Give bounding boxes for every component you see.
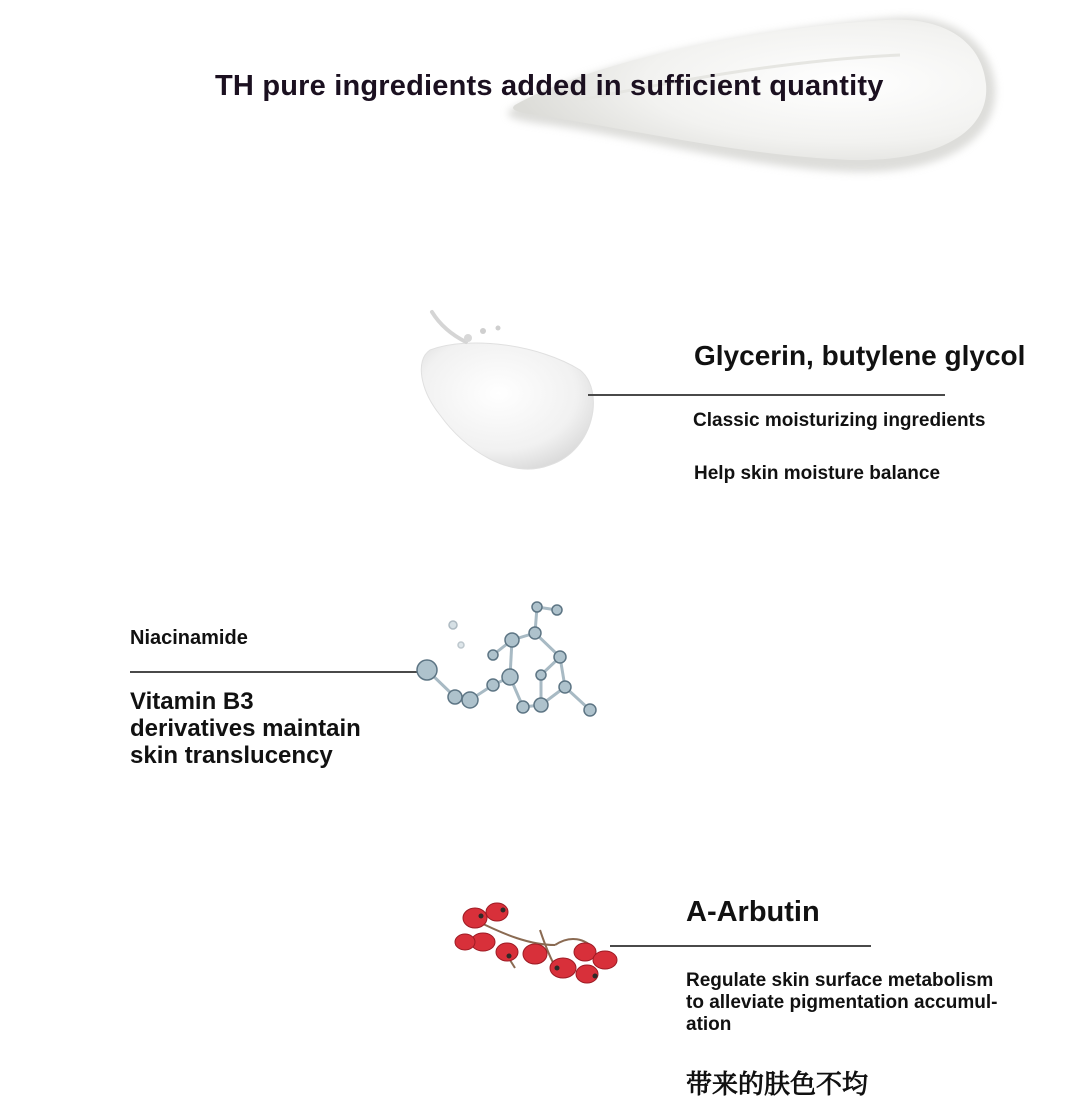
ingredient-line: Help skin moisture balance <box>694 463 941 484</box>
gel-drop-image <box>380 300 610 490</box>
ingredient-name: Niacinamide <box>130 627 248 649</box>
ingredient-name: A-Arbutin <box>686 896 820 928</box>
ingredient-line: to alleviate pigmentation accumul- <box>686 992 998 1013</box>
ingredient-line: ation <box>686 1014 732 1035</box>
connector-line <box>130 671 420 673</box>
ingredient-line: Classic moisturizing ingredients <box>693 410 986 431</box>
page-title: TH pure ingredients added in sufficient quantity <box>215 70 884 102</box>
footer-text: 带来的肤色不均 <box>686 1070 869 1100</box>
ingredient-line: Vitamin B3 <box>130 688 254 715</box>
ingredient-line: derivatives maintain <box>130 715 361 742</box>
berries-image <box>445 890 635 1000</box>
ingredient-name: Glycerin, butylene glycol <box>694 340 1026 371</box>
connector-line <box>610 945 871 947</box>
molecule-image <box>405 595 615 730</box>
ingredient-line: skin translucency <box>130 742 333 769</box>
ingredient-line: Regulate skin surface metabolism <box>686 970 994 991</box>
connector-line <box>588 394 945 396</box>
